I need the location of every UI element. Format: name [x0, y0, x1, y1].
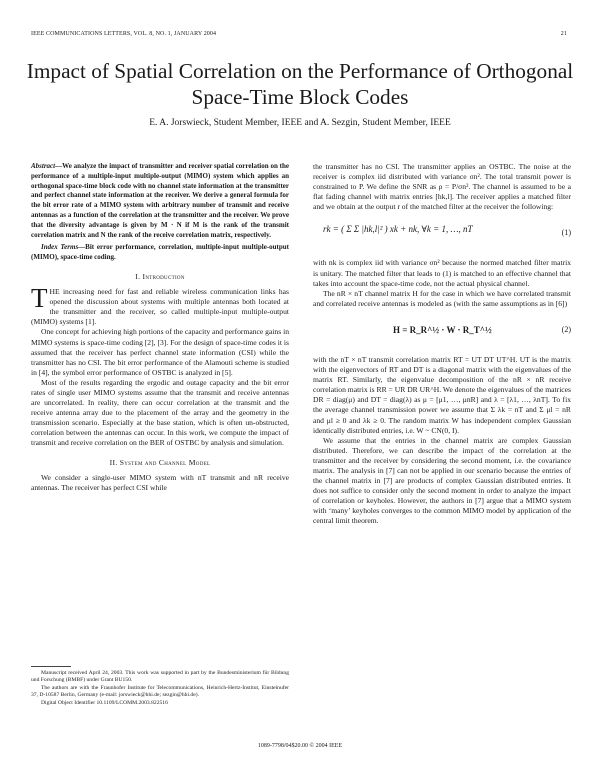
- footnote: [31, 670, 289, 707]
- intro-paragraph-2: One concept for achieving high portions of the capacity and performance gains in MIMO systems is space-time coding [2], [3]. For the design of space-time codes it is assumed that the receiver has perfect channel state information (CSI) while the transmitter has no CSI. The bit error performance of the Alamouti scheme is studied in [4], the symbol error performance of OSTBC is analyzed in [5].: [31, 327, 289, 377]
- footnote-line-1: Manuscript received April 24, 2003. This work was supported in part by the Bundesministerium für Bildung und Forschung (BMBF) under Grant BU150.: [31, 670, 289, 684]
- equation-2: [313, 317, 571, 347]
- copyright-footer: 1089-7798/04$20.00 © 2004 IEEE: [257, 743, 343, 749]
- author-line: [20, 118, 580, 128]
- abstract-lead: Abstract—: [31, 162, 63, 170]
- authors-text: E. A. Jorswieck, Student Member, IEEE and A. Sezgin, Student Member, IEEE: [149, 118, 451, 128]
- page-number: 21: [560, 31, 567, 37]
- paper-title: Impact of Spatial Correlation on the Performance of Orthogonal Space-Time Block Codes: [26, 59, 574, 109]
- footnote-rule: [31, 666, 71, 667]
- left-column: [31, 162, 289, 493]
- section-heading-system-model: II. System and Channel Model: [109, 457, 211, 467]
- right-paragraph-2: with nk is complex iid with variance σn² because the normed matched filter matrix is unitary. The matched filter that leads to (1) is matched to an effective channel that takes into account the space-time code, not the actual physical channel.: [313, 258, 571, 288]
- intro-paragraph-3: Most of the results regarding the ergodic and outage capacity and the bit error rates of single user MIMO systems assume that the transmit and receive antennas are uncorrelated. In reality, there can occur correlation at the transmit and the receive antenna array due to the placement of the array and the geometry in the transmission scenario. Especially at the base station, which is often un-obstructed, correlation between the antennas can occur. In this work, we compute the impact of transmit and receive correlation on the BER of OSTBC by analysis and simulation.: [31, 377, 289, 448]
- right-paragraph-1: the transmitter has no CSI. The transmitter applies an OSTBC. The noise at the receiver is complex iid distributed with variance σn². The total transmit power is constrained to P. We define the SNR as ρ = P/σn². The channel is assumed to be a flat fading channel with matrix entries [hk,l]. The receiver applies a matched filter and we obtain at the output r of the matched filter at the receiver the following:: [313, 162, 571, 212]
- footnote-line-2: The authors are with the Fraunhofer Institute for Telecommunications, Heinrich-Hertz-Institut, Einsteinufer 37, D-10587 Berlin, Germany (e-mail: jorswieck@hhi.de; sezgin@hhi.de).: [31, 684, 289, 699]
- equation-2-number: (2): [561, 324, 571, 334]
- right-paragraph-4: with the nT × nT transmit correlation matrix RT = UT DT UT^H. UT is the matrix with the eigenvectors of RT and DT is a diagonal matrix with the eigenvalues of the matrix RT. Similarly, the eigenvalue decomposition of the nR × nR receive correlation matrix is RR = UR DR UR^H. We denote the eigenvalues of the matrices DR = diag(μ) and DT = diag(λ) as μ = [μ1, …, μnR] and λ = [λ1, …, λnT]. To fix the average channel transmission power we assume that Σ λk = nT and Σ μl = nR and μl ≥ 0 and λk ≥ 0. The random matrix W has independent complex Gaussian identically distributed entries, i.e. W ~ CN(0, I).: [313, 354, 571, 435]
- index-terms-lead: Index Terms—: [41, 243, 86, 252]
- equation-1-expression: rk = ( Σ Σ |hk,l|² ) xk + nk, ∀k = 1, …, nT: [323, 224, 473, 235]
- equation-1-number: (1): [561, 228, 571, 238]
- journal-header: IEEE COMMUNICATIONS LETTERS, VOL. 8, NO. 1, JANUARY 2004: [31, 31, 217, 37]
- equation-2-expression: H = R_R^½ · W · R_T^½: [393, 324, 492, 335]
- index-terms: [31, 243, 289, 263]
- index-terms-text: Bit error performance, correlation, multiple-input multiple-output (MIMO), space-time coding.: [31, 243, 289, 262]
- model-paragraph-1: We consider a single-user MIMO system with nT transmit and nR receive antennas. The receiver has perfect CSI while: [31, 472, 289, 492]
- intro-paragraph-1: [31, 283, 289, 327]
- footnote-line-3: Digital Object Identifier 10.1109/LCOMM.2003.822516: [41, 699, 168, 706]
- intro-paragraph-1-text: HE increasing need for fast and reliable wireless communication links has opened the discussion about systems with multiple antennas both located at the transmitter and the receiver, so called multiple-input multiple-output (MIMO) systems [1].: [31, 287, 289, 327]
- drop-cap: T: [31, 283, 48, 314]
- abstract-text: We analyze the impact of transmitter and receiver spatial correlation on the performance of a multiple-input multiple-output (MIMO) system which applies an orthogonal space-time block code with no channel state information at the transmitter and perfect channel state information at the receiver. We derive a general formula for the bit error rate of a MIMO system with arbitrary number of transmit and receive antennas as a function of the correlation at the transmitter and the receiver. We prove that the diversity advantage is given by M · N if M is the rank of the transmit correlation matrix and N the rank of the receive correlation matrix, respectively.: [31, 162, 289, 239]
- section-heading-introduction: I. Introduction: [135, 271, 185, 281]
- right-paragraph-5: We assume that the entries in the channel matrix are complex Gaussian distributed. Therefore, we can describe the impact of the correlation at the transmitter and the receiver by considering the second moment, i.e. the covariance matrix. The analysis in [7] can not be applied in our scenario because the entries of the channel matrix in [7] are products of complex Gaussian distributed entries. It does not suffice to consider only the second moment in order to analyze the impact of correlation or keyholes. However, the authors in [7] argue that a MIMO system with ‘many’ keyholes converges to the common MIMO model by application of the central limit theorem.: [313, 435, 571, 526]
- right-paragraph-3: The nR × nT channel matrix H for the case in which we have correlated transmit and correlated receive antennas is modeled as (with the same assumptions as in [6]): [313, 288, 571, 308]
- abstract: [31, 162, 289, 240]
- equation-1: [313, 220, 571, 250]
- right-column: [313, 162, 571, 527]
